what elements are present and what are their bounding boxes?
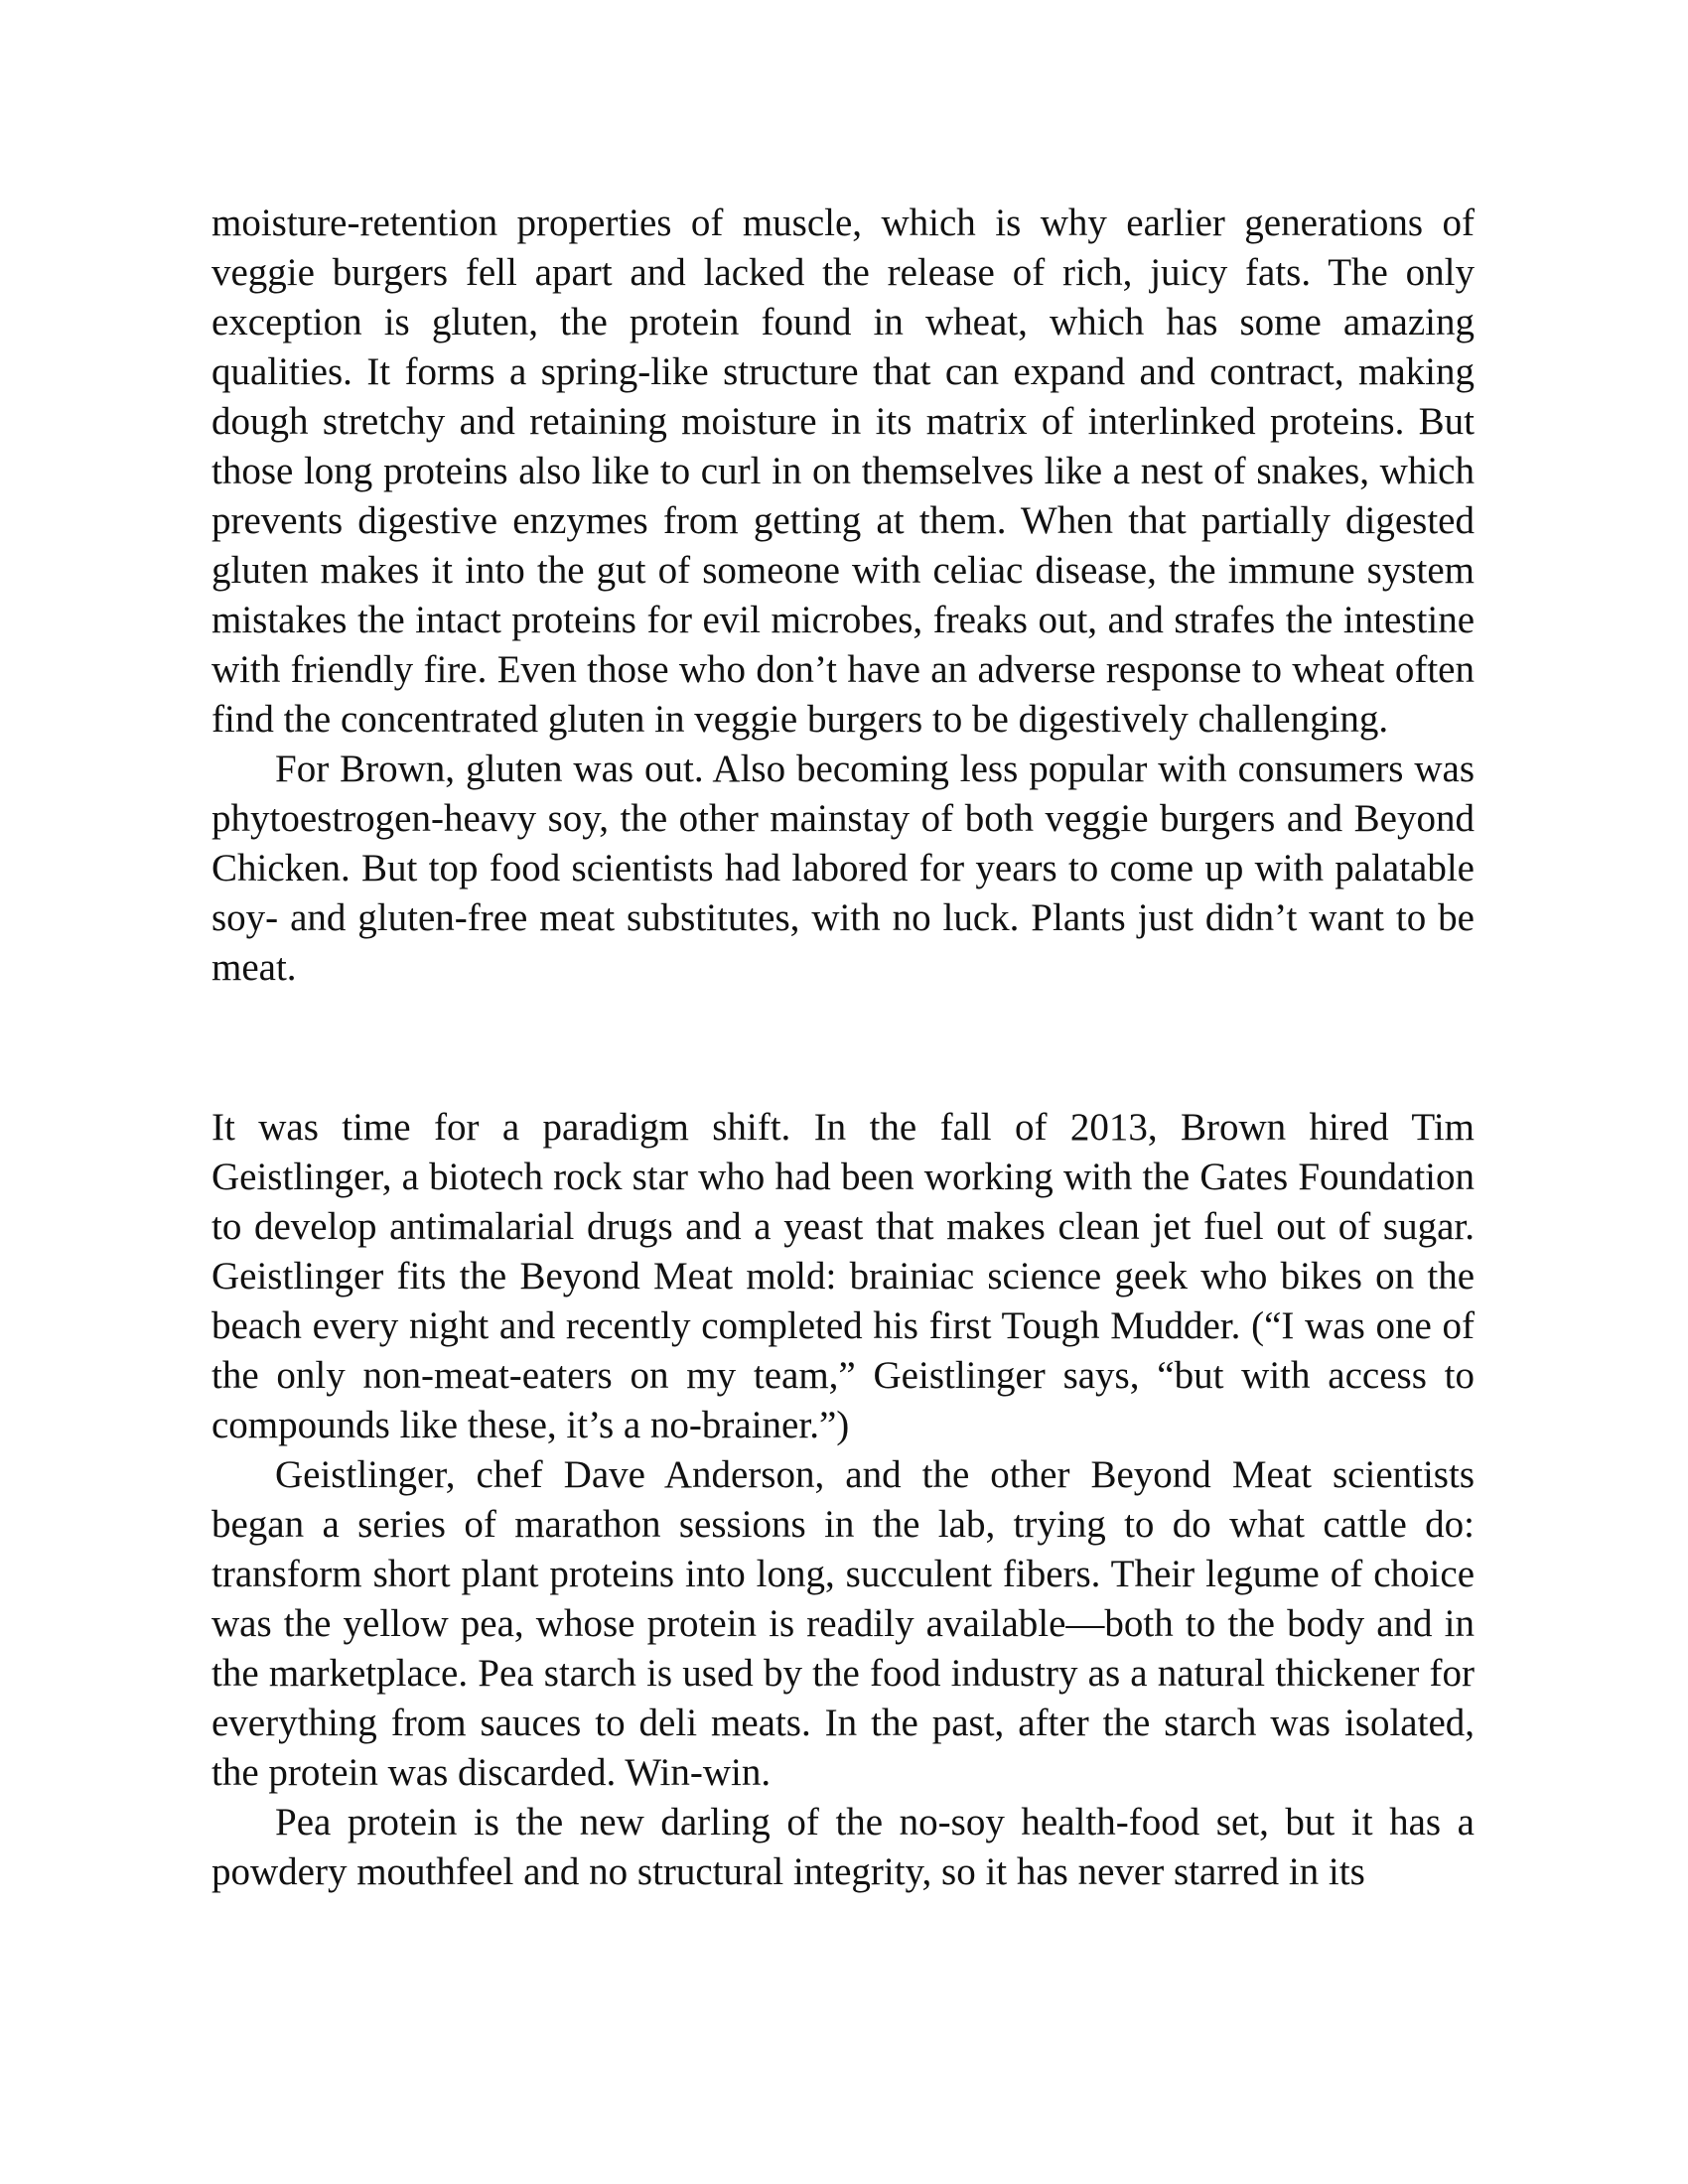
paragraph-paradigm-shift: It was time for a paradigm shift. In the fall of 2013, Brown hired Tim Geistlinger, a biotech rock star who had been working with the Gates Foundation to develop antimalarial drugs and a yeast that makes clean jet fuel out of sugar. Geistlinger fits the Beyond Meat mold: brainiac science geek who bikes on the beach every night and recently completed his first Tough Mudder. (“I was one of the only non-meat-eaters on my team,” Geistlinger says, “but with access to compounds like these, it’s a no-brainer.”) [211,1106,1475,1446]
paragraph-pea-protein: Pea protein is the new darling of the no-soy health-food set, but it has a powdery mouthfeel and no structural integrity, so it has never starred in its [211,1801,1475,1893]
section-1 [211,199,1475,993]
section-2 [211,1103,1475,1897]
paragraph-brown-gluten-out: For Brown, gluten was out. Also becoming less popular with consumers was phytoestrogen-heavy soy, the other mainstay of both veggie burgers and Beyond Chicken. But top food scientists had labored for years to come up with palatable soy- and gluten-free meat substitutes, with no luck. Plants just didn’t want to be meat. [211,748,1475,989]
paragraph-gluten: moisture-retention properties of muscle, which is why earlier generations of veggie burgers fell apart and lacked the release of rich, juicy fats. The only exception is gluten, the protein found in wheat, which has some amazing qualities. It forms a spring-like structure that can expand and contract, making dough stretchy and retaining moisture in its matrix of interlinked proteins. But those long proteins also like to curl in on themselves like a nest of snakes, which prevents digestive enzymes from getting at them. When that partially digested gluten makes it into the gut of someone with celiac disease, the immune system mistakes the intact proteins for evil microbes, freaks out, and strafes the intestine with friendly fire. Even those who don’t have an adverse response to wheat often find the concentrated gluten in veggie burgers to be digestively challenging. [211,202,1475,741]
paragraph-marathon-sessions: Geistlinger, chef Dave Anderson, and the other Beyond Meat scientists began a series of marathon sessions in the lab, trying to do what cattle do: transform short plant proteins into long, succulent fibers. Their legume of choice was the yellow pea, whose protein is readily available—both to the body and in the marketplace. Pea starch is used by the food industry as a natural thickener for everything from sauces to deli meats. In the past, after the starch was isolated, the protein was discarded. Win-win. [211,1453,1475,1794]
